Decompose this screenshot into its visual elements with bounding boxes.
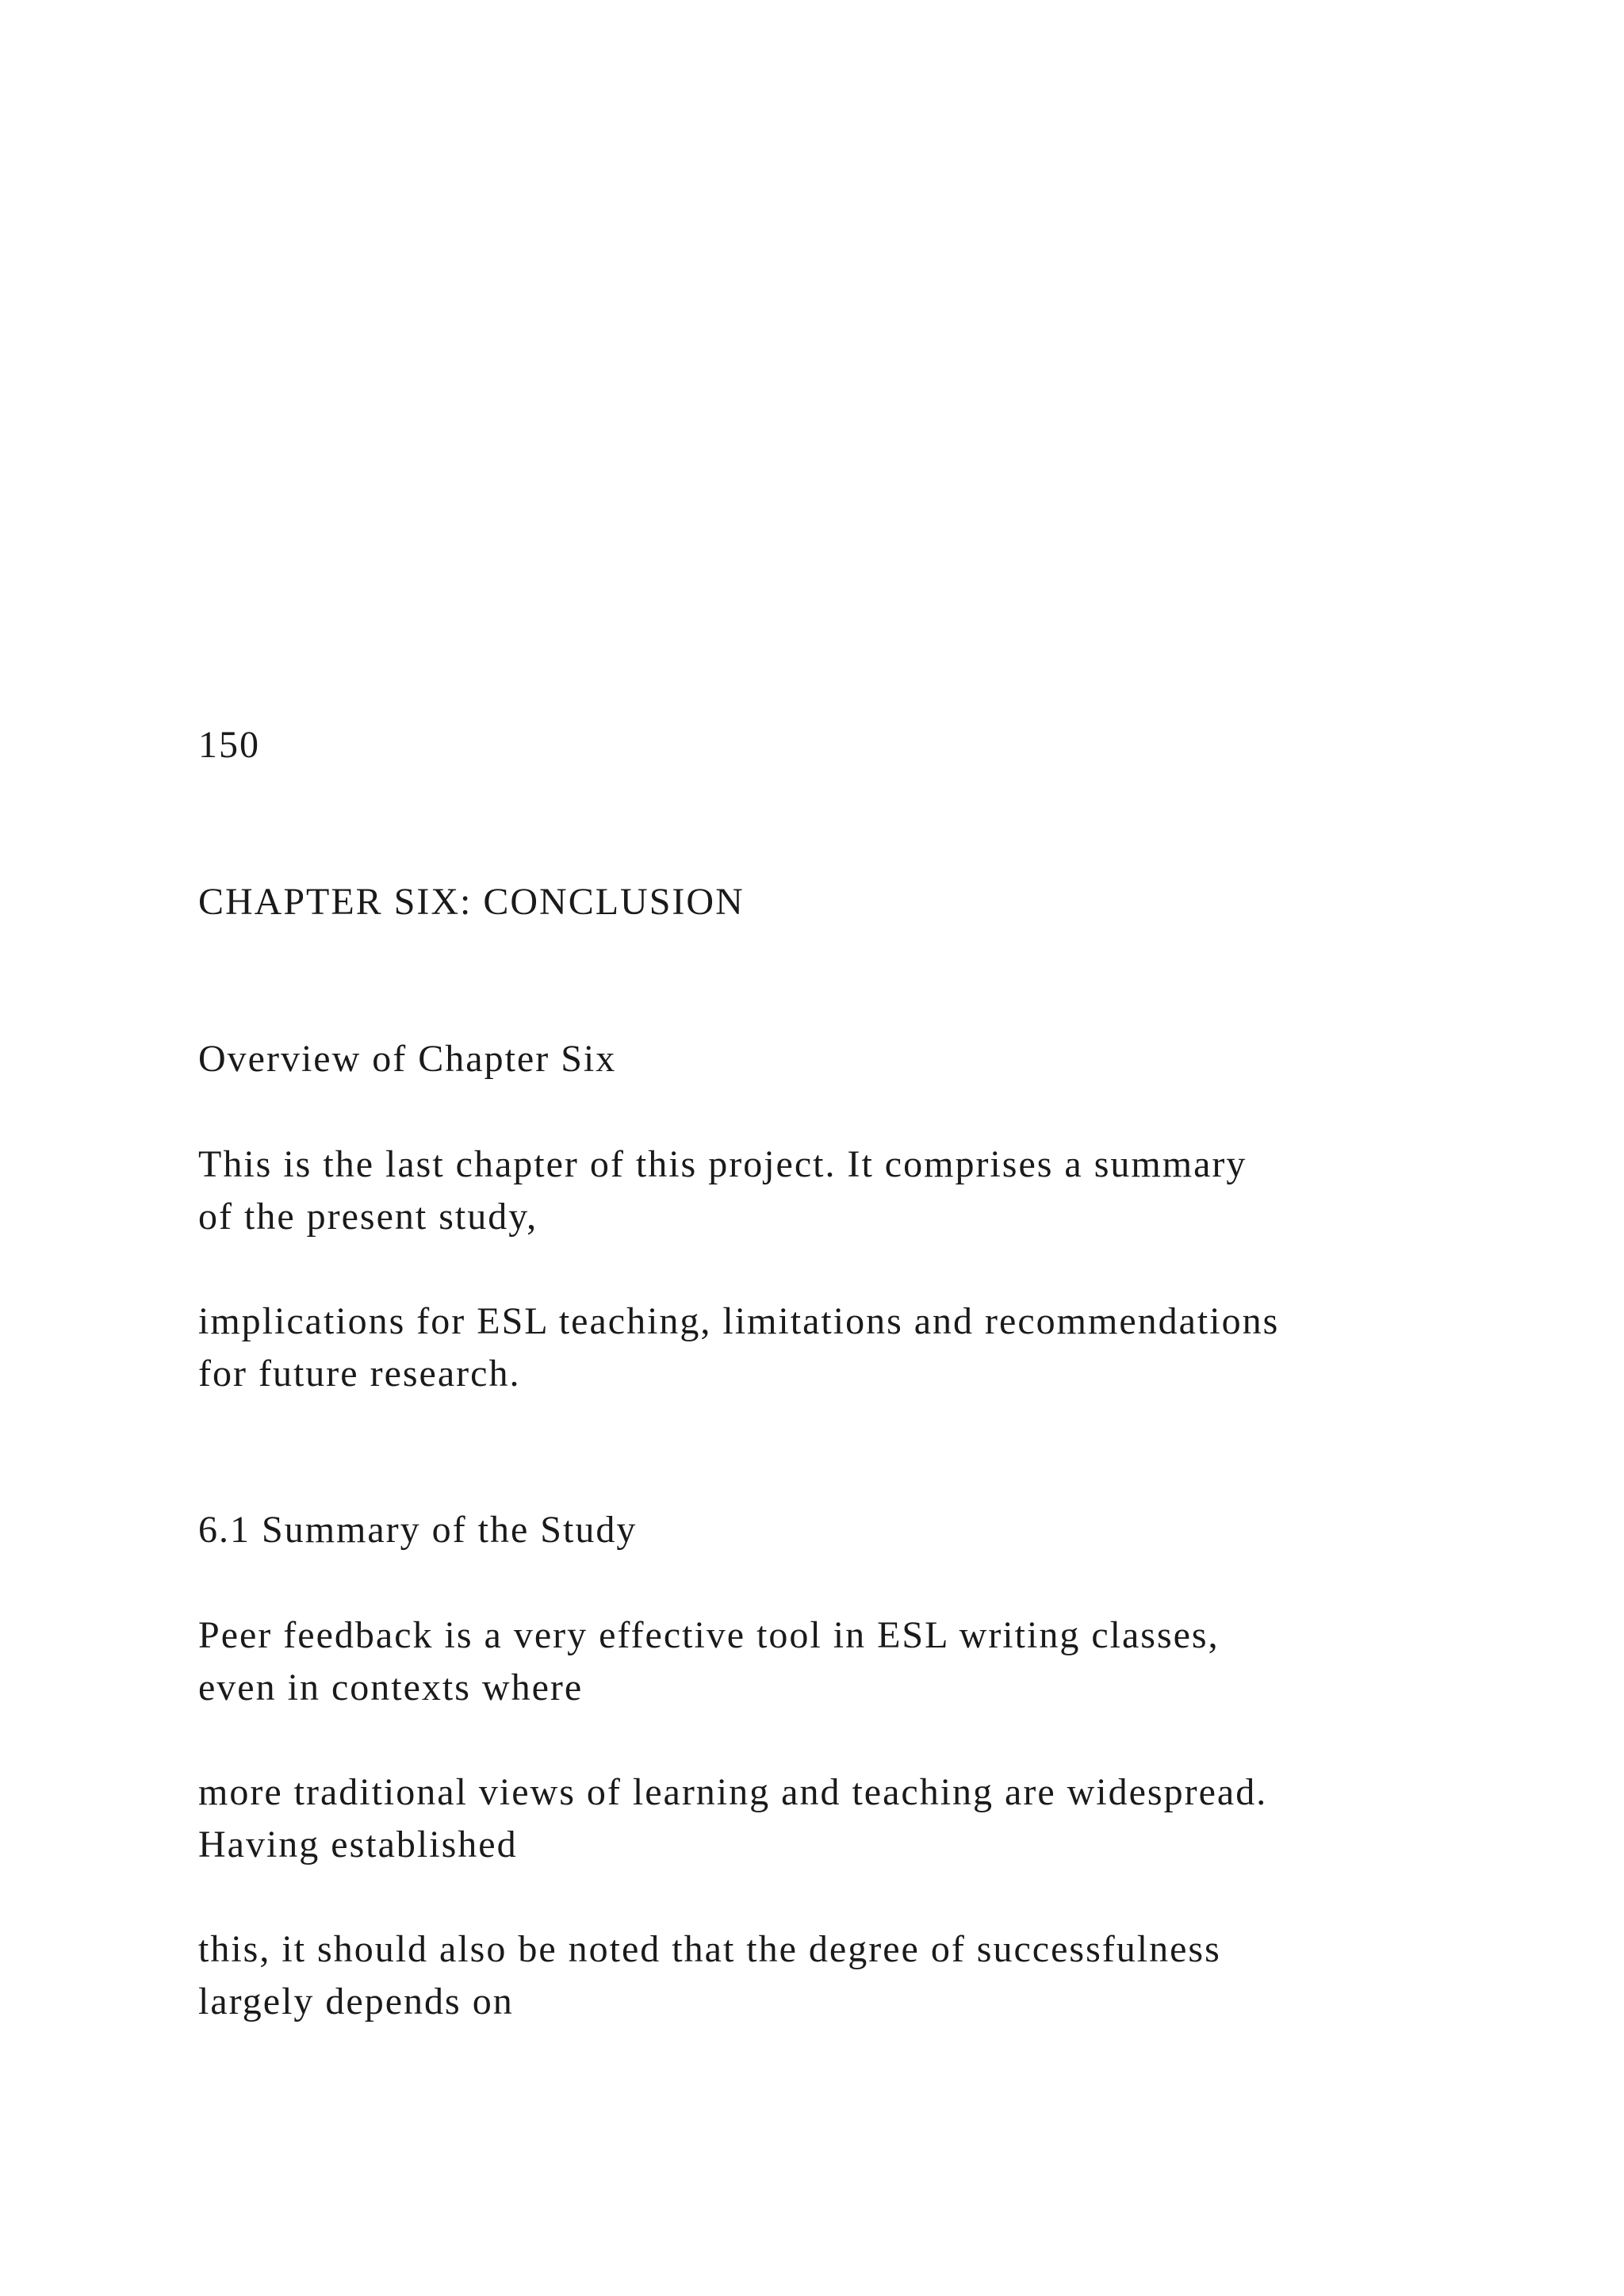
chapter-title: CHAPTER SIX: CONCLUSION — [198, 881, 745, 923]
paragraph-line: even in contexts where — [198, 1667, 584, 1709]
paragraph-line: largely depends on — [198, 1980, 514, 2022]
paragraph-line: This is the last chapter of this project. It comprises a summary — [198, 1143, 1247, 1185]
summary-paragraph-2 — [198, 1766, 1267, 1871]
overview-paragraph-1 — [198, 1138, 1247, 1243]
paragraph-line: this, it should also be noted that the degree of successfulness — [198, 1928, 1221, 1970]
overview-heading: Overview of Chapter Six — [198, 1038, 617, 1080]
paragraph-line: of the present study, — [198, 1196, 538, 1238]
paragraph-line: Peer feedback is a very effective tool in ESL writing classes, — [198, 1614, 1220, 1656]
summary-paragraph-1 — [198, 1609, 1220, 1714]
paragraph-line: more traditional views of learning and teaching are widespread. — [198, 1771, 1268, 1813]
overview-paragraph-2 — [198, 1295, 1279, 1400]
paragraph-line: Having established — [198, 1823, 518, 1866]
paragraph-line: for future research. — [198, 1353, 521, 1395]
summary-paragraph-3 — [198, 1923, 1221, 2028]
paragraph-line: implications for ESL teaching, limitations and recommendations — [198, 1300, 1280, 1342]
section-heading: 6.1 Summary of the Study — [198, 1509, 638, 1551]
page-number: 150 — [198, 724, 260, 766]
